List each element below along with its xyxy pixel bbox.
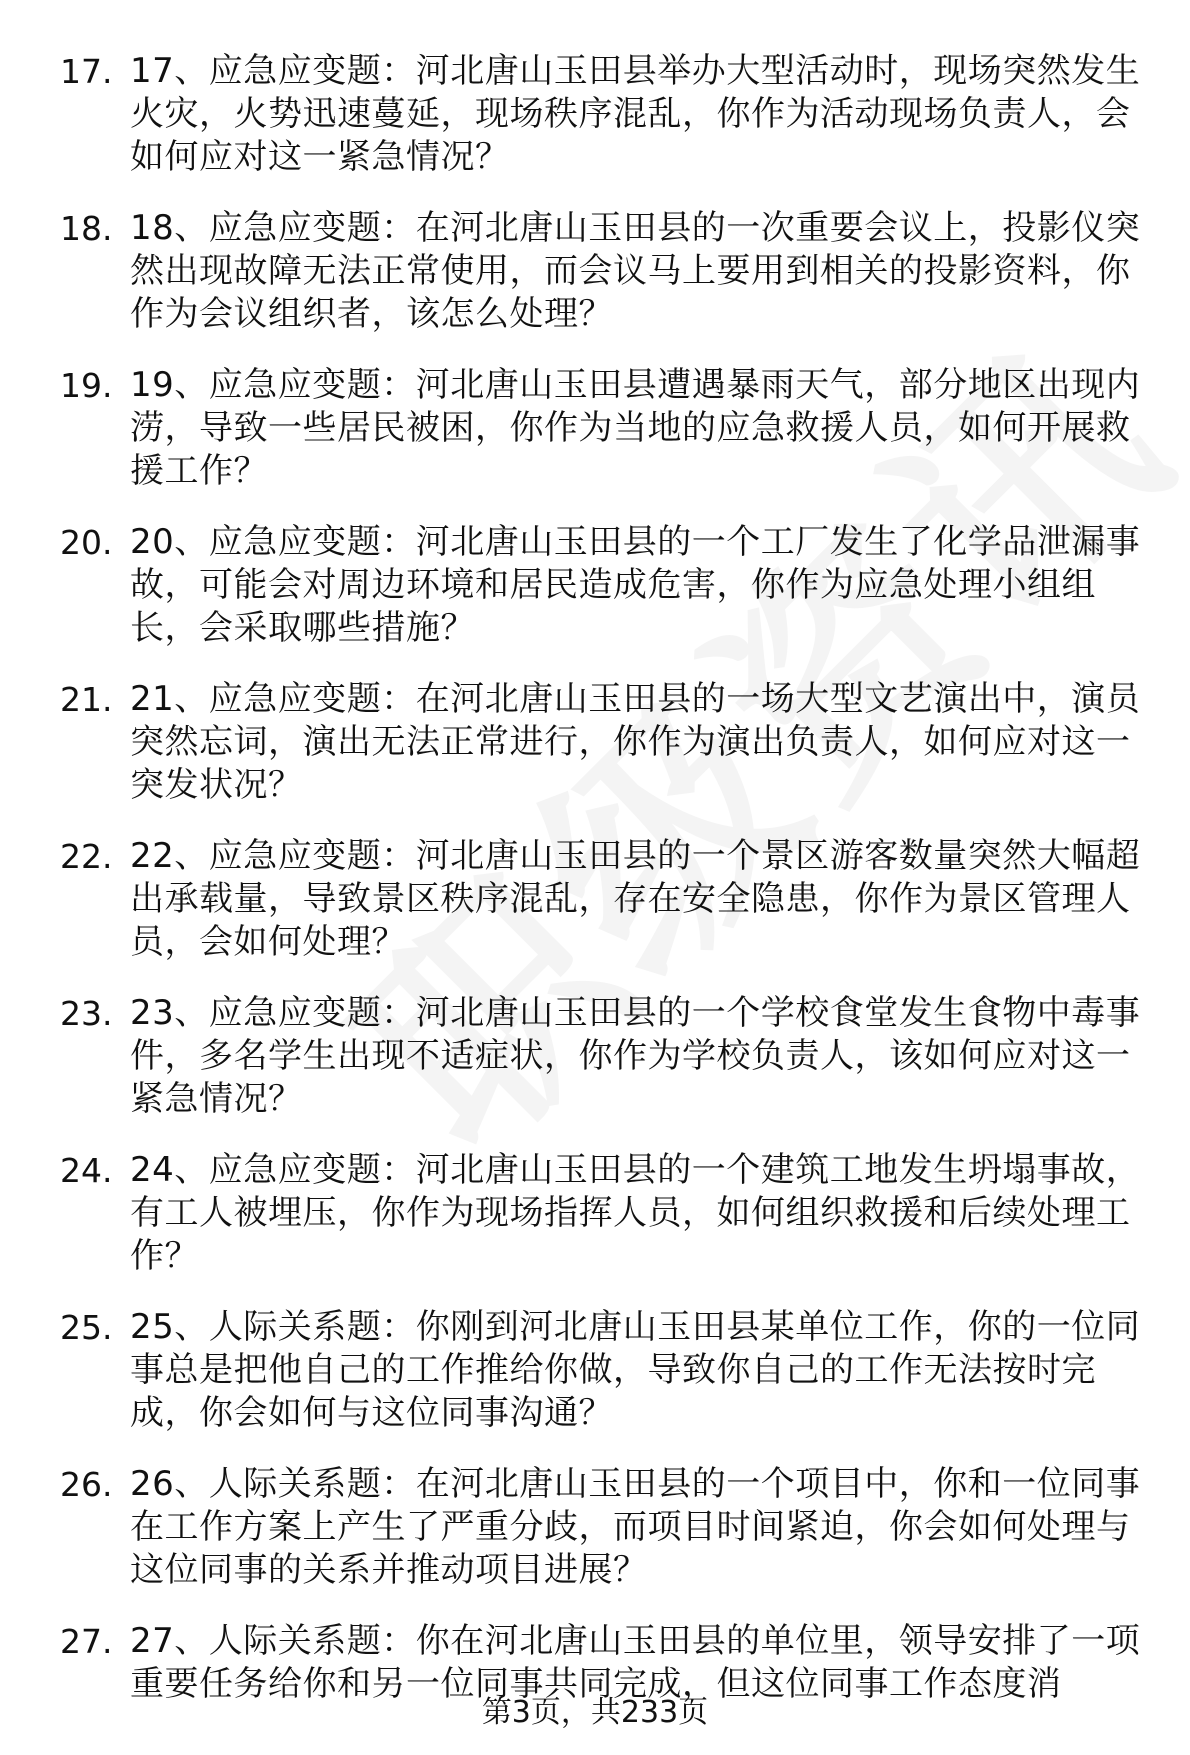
question-text: 20、应急应变题：河北唐山玉田县的一个工厂发生了化学品泄漏事故，可能会对周边环境和居民造成危害，你作为应急处理小组组长，会采取哪些措施？ — [130, 522, 1141, 648]
question-text: 19、应急应变题：河北唐山玉田县遭遇暴雨天气，部分地区出现内涝，导致一些居民被困，你作为当地的应急救援人员，如何开展救援工作？ — [130, 365, 1141, 491]
question-item — [0, 521, 1190, 650]
question-text: 25、人际关系题：你刚到河北唐山玉田县某单位工作，你的一位同事总是把他自己的工作推给你做，导致你自己的工作无法按时完成，你会如何与这位同事沟通？ — [130, 1307, 1141, 1433]
question-text: 18、应急应变题：在河北唐山玉田县的一次重要会议上，投影仪突然出现故障无法正常使用，而会议马上要用到相关的投影资料，你作为会议组织者，该怎么处理？ — [130, 208, 1141, 334]
question-number: 23. — [60, 994, 113, 1033]
question-item — [0, 835, 1190, 964]
question-item — [0, 678, 1190, 807]
question-number: 19. — [60, 366, 113, 405]
question-text: 17、应急应变题：河北唐山玉田县举办大型活动时，现场突然发生火灾，火势迅速蔓延，现场秩序混乱，你作为活动现场负责人，会如何应对这一紧急情况？ — [130, 51, 1141, 177]
question-list — [0, 50, 1190, 1734]
question-number: 24. — [60, 1151, 113, 1190]
question-number: 22. — [60, 837, 113, 876]
question-number: 20. — [60, 523, 113, 562]
question-item — [0, 364, 1190, 493]
question-text: 26、人际关系题：在河北唐山玉田县的一个项目中，你和一位同事在工作方案上产生了严重分歧，而项目时间紧迫，你会如何处理与这位同事的关系并推动项目进展？ — [130, 1464, 1141, 1590]
question-number: 21. — [60, 680, 113, 719]
question-item — [0, 1149, 1190, 1278]
question-text: 21、应急应变题：在河北唐山玉田县的一场大型文艺演出中，演员突然忘词，演出无法正常进行，你作为演出负责人，如何应对这一突发状况？ — [130, 679, 1141, 805]
question-number: 25. — [60, 1308, 113, 1347]
question-text: 22、应急应变题：河北唐山玉田县的一个景区游客数量突然大幅超出承载量，导致景区秩序混乱，存在安全隐患，你作为景区管理人员，会如何处理？ — [130, 836, 1141, 962]
question-number: 27. — [60, 1622, 113, 1661]
question-text: 27、人际关系题：你在河北唐山玉田县的单位里，领导安排了一项重要任务给你和另一位同事共同完成，但这位同事工作态度消 — [130, 1621, 1141, 1704]
question-number: 26. — [60, 1465, 113, 1504]
page-footer: 第3页，共233页 — [481, 1695, 709, 1730]
question-item — [0, 50, 1190, 179]
question-item — [0, 1463, 1190, 1592]
question-number: 17. — [60, 52, 113, 91]
question-text: 24、应急应变题：河北唐山玉田县的一个建筑工地发生坍塌事故，有工人被埋压，你作为现场指挥人员，如何组织救援和后续处理工作？ — [130, 1150, 1141, 1276]
question-text: 23、应急应变题：河北唐山玉田县的一个学校食堂发生食物中毒事件，多名学生出现不适症状，你作为学校负责人，该如何应对这一紧急情况？ — [130, 993, 1141, 1119]
question-item — [0, 992, 1190, 1121]
question-number: 18. — [60, 209, 113, 248]
question-item — [0, 207, 1190, 336]
question-item — [0, 1306, 1190, 1435]
